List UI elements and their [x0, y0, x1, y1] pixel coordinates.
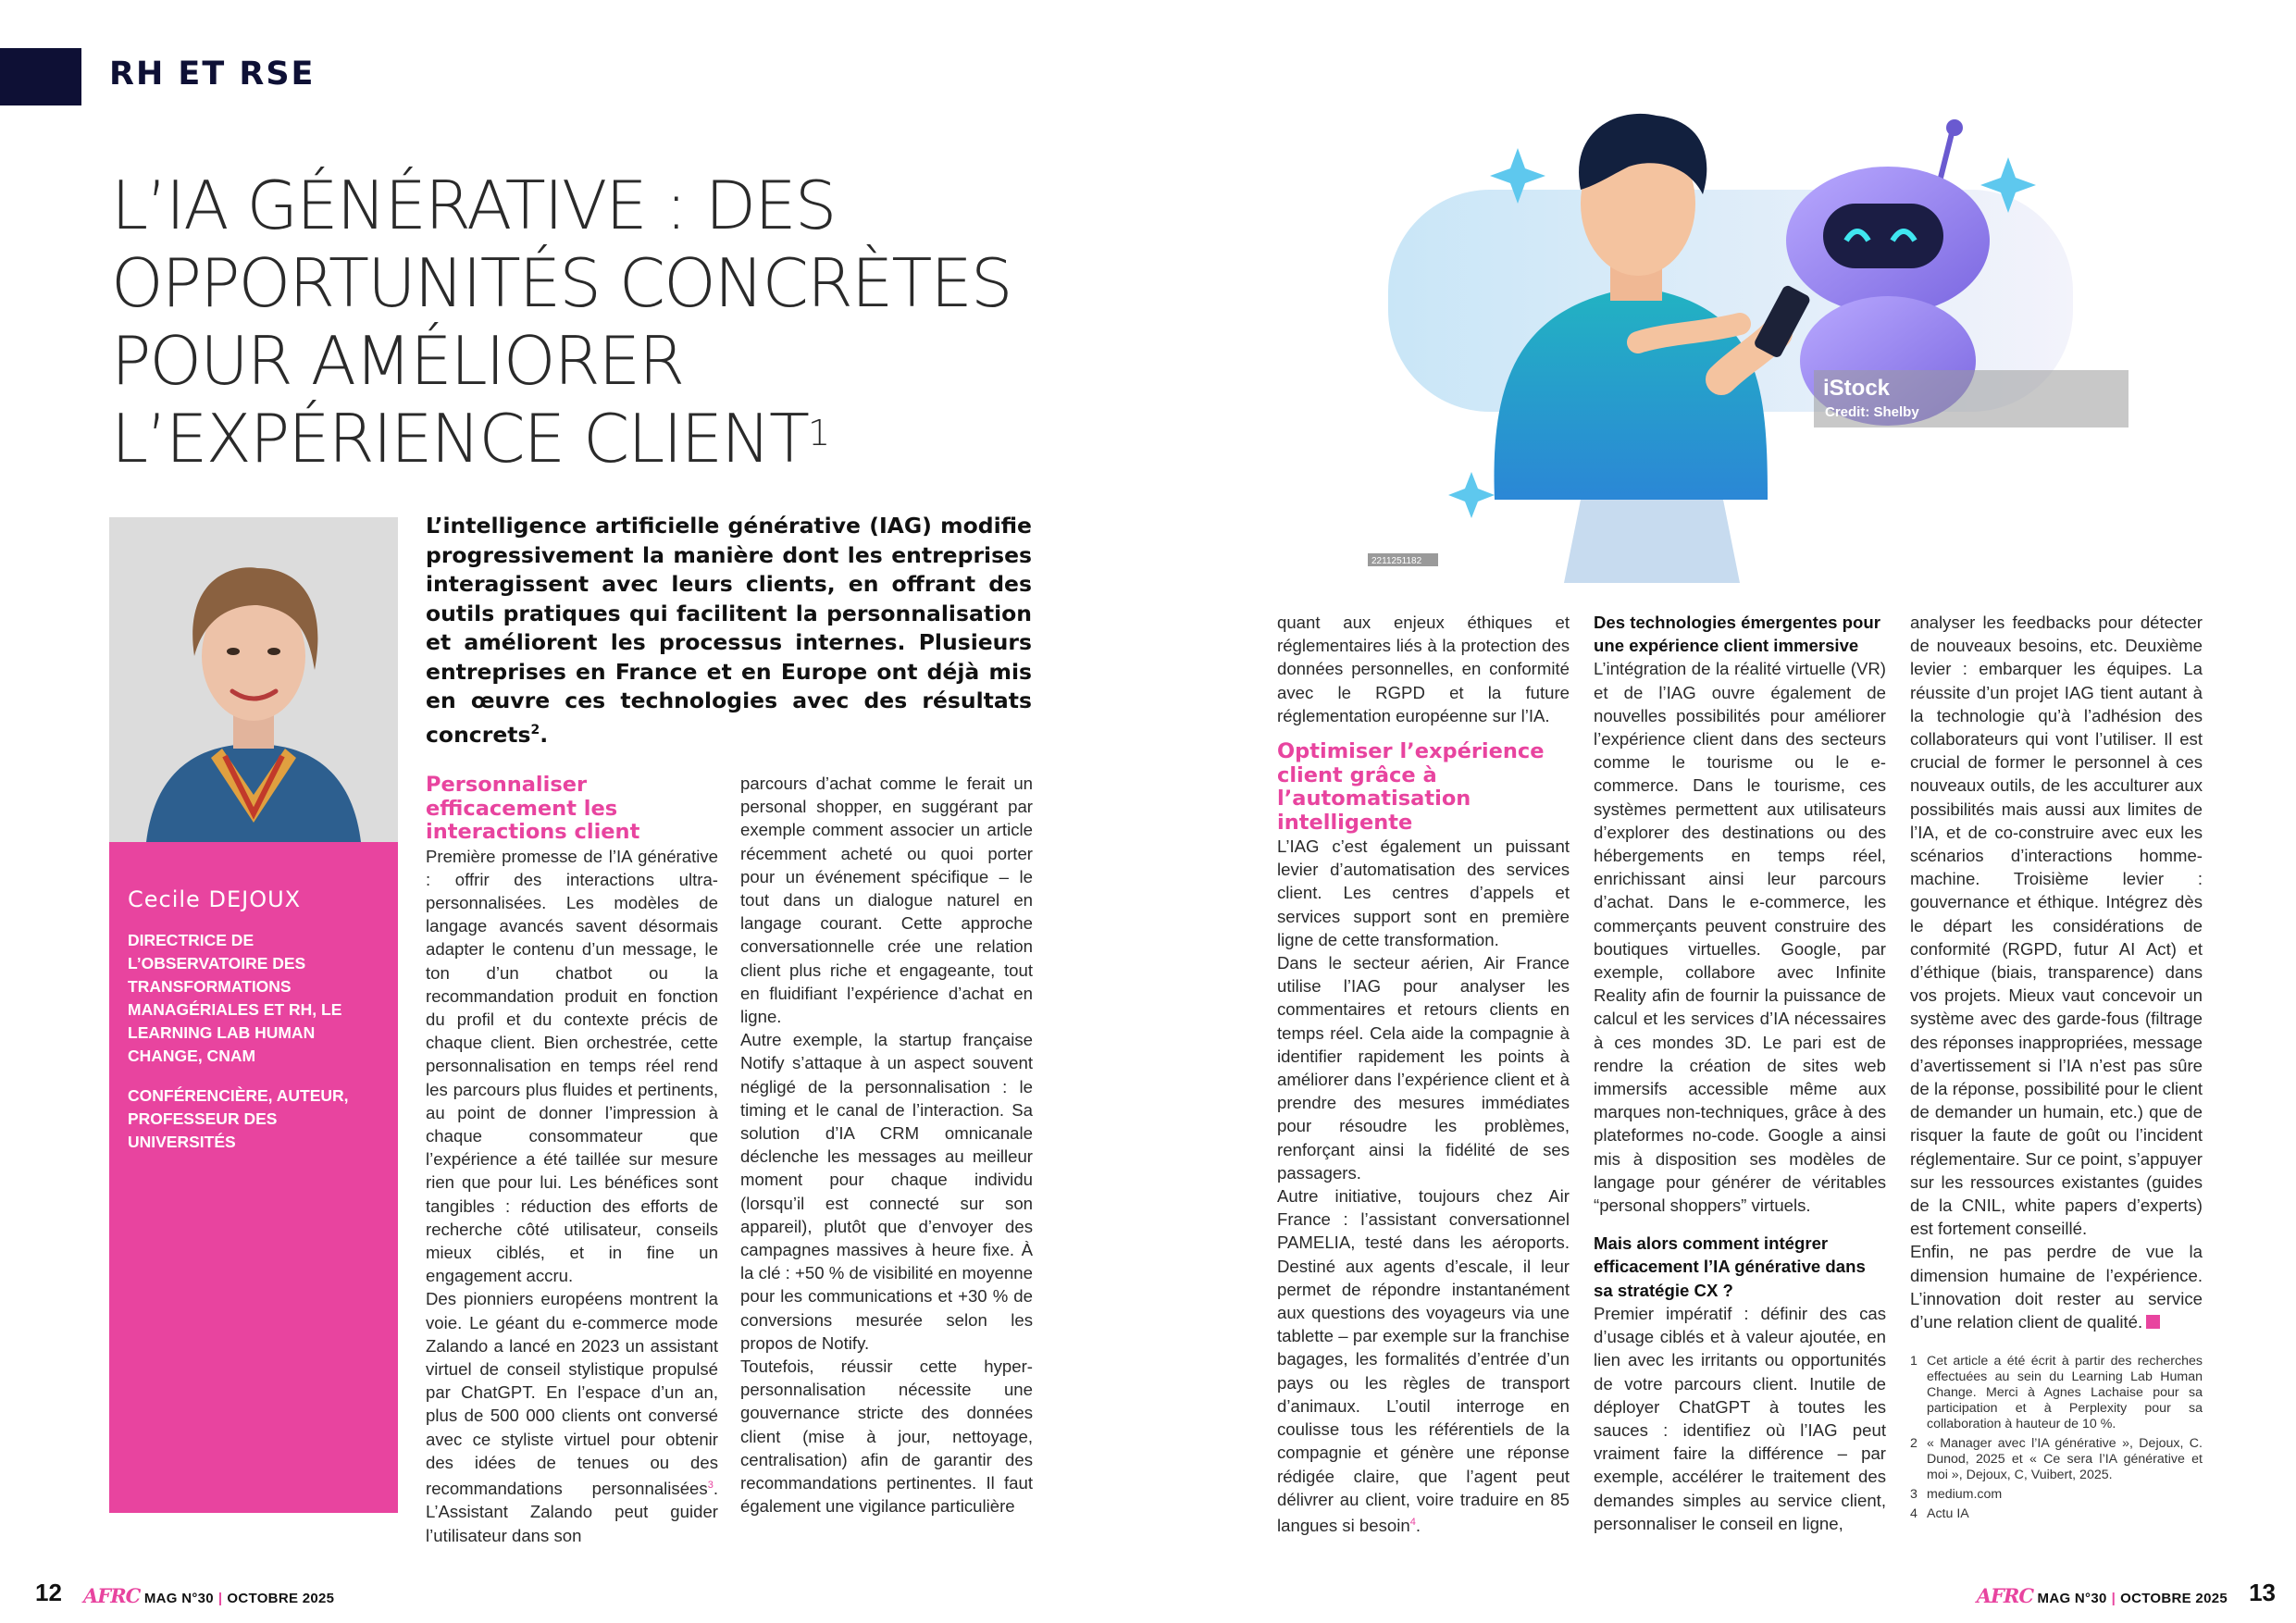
footnote-ref: 3 — [707, 1479, 714, 1491]
section-heading: Personnaliser efficacement les interactions client — [426, 773, 640, 844]
section-heading: Mais alors comment intégrer efficacement l’IA générative dans sa stratégie CX ? — [1594, 1233, 1866, 1300]
lead-text: L’intelligence artificielle générative (IAG) modifie progressivement la manière dont les entreprises interagissent avec leurs clients, en offrant des outils pratiques qui facilitent la personnalisation et améliorent les processus internes. Plusieurs entreprises en France et en Europe ont déjà mis en œuvre ces technologies avec des résultats concrets — [426, 513, 1032, 748]
footnote — [1910, 1436, 2203, 1483]
paragraph-text: Enfin, ne pas perdre de vue la dimension humaine de l’expérience. L’innovation doit rester au service d’une relation client de qualité. — [1910, 1242, 2203, 1332]
footnote-text: medium.com — [1927, 1487, 2003, 1503]
issue-date: OCTOBRE 2025 — [227, 1591, 335, 1606]
folio-separator: | — [2111, 1591, 2116, 1606]
magazine-issue: MAG N°30 — [2037, 1591, 2107, 1606]
footnote-ref: 4 — [1409, 1516, 1416, 1528]
footnote-text: Cet article a été écrit à partir des recherches effectuées au sein du Learning Lab Human Change. Merci à Agnes Lachaise pour sa participation et à Perplexity pour sa collaboration à hauteur de 10 %. — [1927, 1354, 2203, 1432]
paragraph: Première promesse de l’IA générative : offrir des interactions ultra-personnalisées. Les modèles de langage avancés savent désormais adapter le contenu d’un message, le ton d’un chatbot ou la recommandation produit en fonction du profil et du contexte précis de chaque client. Bien orchestrée, cette personnalisation en temps réel rend les parcours plus fluides et pertinents, au point de donner l’impression à chaque consommateur que l’expérience a été taillée sur mesure rien que pour lui. Les bénéfices sont tangibles : réduction des efforts de recherche côté utilisateur, conseils mieux ciblés, et in fine un engagement accru. — [426, 846, 718, 1286]
folio-separator: | — [217, 1591, 223, 1606]
title-line: OPPORTUNITÉS CONCRÈTES — [111, 244, 1011, 322]
title-footnote-ref: 1 — [807, 413, 829, 453]
author-role: DIRECTRICE DE L’OBSERVATOIRE DES TRANSFORMATIONS MANAGÉRIALES ET RH, LE LEARNING LAB HUMAN CHANGE, CNAM — [128, 931, 342, 1065]
magazine-logo: AFRC — [1976, 1584, 2034, 1607]
section-heading: Optimiser l’expérience client grâce à l’automatisation intelligente — [1277, 739, 1545, 835]
paragraph: Toutefois, réussir cette hyper-personnalisation nécessite une gouvernance stricte des données client (mise à jour, nettoyage, centralisation) afin de garantir des recommandations pertinentes. Il faut également une vigilance particulière — [740, 1357, 1033, 1517]
column-1 — [426, 774, 718, 1547]
paragraph: L’IAG c’est également un puissant levier d’automatisation des services client. Les centres d’appels et services support sont en première ligne de cette transformation. — [1277, 836, 1570, 949]
section-heading: Des technologies émergentes pour une expérience client immersive — [1594, 613, 1880, 656]
author-name — [128, 886, 379, 912]
robot-visor — [1823, 204, 1943, 268]
title-line: L’IA GÉNÉRATIVE : DES — [111, 167, 836, 244]
lead-end: . — [540, 721, 549, 748]
magazine-logo: AFRC — [83, 1584, 141, 1607]
page-number-right: 13 — [2249, 1579, 2276, 1606]
rubric-label: RH ET RSE — [109, 56, 316, 93]
illustration — [1333, 102, 2166, 583]
paragraph: quant aux enjeux éthiques et réglementaires liés à la protection des données personnelles, en conformité avec le RGPD et la future réglementation européenne sur l’IA. — [1277, 613, 1570, 725]
footnote-number: 4 — [1910, 1506, 1917, 1522]
paragraph-text: Autre initiative, toujours chez Air France : l’assistant conversationnel PAMELIA, testé dans les aéroports. Destiné aux agents d’escale, il leur permet de répondre instantanément aux questions des voyageurs via une tablette – par exemple sur la franchise bagages, les formalités d’entrée d’un pays ou les règles de transport d’animaux. L’outil interroge en coulisse tous les référentiels de la compagnie et génère une réponse rédigée claire, que l’agent peut délivrer au client, voire traduire en 85 langues si besoin — [1277, 1186, 1570, 1536]
robot-antenna-tip — [1946, 119, 1963, 136]
footnote — [1910, 1487, 2203, 1503]
author-role-secondary: CONFÉRENCIÈRE, AUTEUR, PROFESSEUR DES UNIVERSITÉS — [128, 1086, 349, 1151]
footnotes — [1910, 1354, 2203, 1522]
footnote-text: « Manager avec l’IA générative », Dejoux, C. Dunod, 2025 et « Ce sera l’IA générative et moi », Dejoux, C, Vuibert, 2025. — [1927, 1436, 2203, 1483]
footnote-number: 1 — [1910, 1354, 1917, 1369]
istock-watermark: iStock — [1823, 376, 1891, 401]
title-line: POUR AMÉLIORER — [111, 322, 684, 400]
article-title — [111, 167, 1018, 477]
title-line — [111, 400, 1018, 477]
paragraph: analyser les feedbacks pour détecter de nouveaux besoins, etc. Deuxième levier : embarquer les équipes. La réussite d’un projet IAG tient autant à la technologie qu’à l’adhésion des collaborateurs qui vont l’utiliser. Il est crucial de former le personnel à ces nouveaux outils, de les acculturer aux possibilités mais aussi aux limites de l’IA, et de co-construire avec eux les scénarios d’interactions homme-machine. Troisième levier : gouvernance et éthique. Intégrez dès le départ les considérations de conformité (RGPD, futur AI Act) et d’éthique (biais, transparence) dans vos projets. Mieux vaut concevoir un système avec des garde-fous (filtrage des réponses inappropriées, message d’avertissement si l’IA n’est pas sûre de la réponse, possibilité pour le client de demander un humain, etc.) que de risquer la faute de goût ou l’incident réglementaire. Sur ce point, s’appuyer sur les ressources existantes (guides de la CNIL, white papers d’experts) est fortement conseillé. — [1910, 613, 2203, 1239]
author-last-name: DEJOUX — [208, 886, 302, 912]
column-3 — [1277, 611, 1570, 1537]
end-of-article-mark — [2146, 1315, 2160, 1329]
folio-right — [1977, 1584, 2228, 1607]
paragraph-text: Des pionniers européens montrent la voie. Le géant du e-commerce mode Zalando a lancé en 2023 un assistant virtuel de conseil stylistique propulsé par ChatGPT. En l’espace d’un an, plus de 500 000 clients ont conversé avec ce styliste virtuel pour obtenir des idées de tenues ou des recommandations personnalisées — [426, 1289, 718, 1499]
lead-footnote-ref: 2 — [530, 722, 540, 737]
paragraph: Dans le secteur aérien, Air France utilise l’IAG pour analyser les commentaires et retours clients en temps réel. Cela aide la compagnie à identifier rapidement les points à améliorer dans l’expérience client et à prendre des mesures immédiates pour résoudre les problèmes, renforçant ainsi la fidélité de ses passagers. — [1277, 953, 1570, 1183]
footnote — [1910, 1354, 2203, 1432]
footnote-number: 3 — [1910, 1487, 1917, 1503]
folio-left — [83, 1584, 334, 1607]
robot-antenna — [1939, 130, 1953, 185]
author-first-name: Cecile — [128, 886, 201, 912]
paragraph: parcours d’achat comme le ferait un personal shopper, en suggérant par exemple comment associer un article récemment acheté ou quoi porter pour un événement spécifique – le tout dans un dialogue naturel en langage courant. Cette approche conversationnelle crée une relation client plus riche et engageante, tout en fluidifiant l’expérience d’achat en ligne. — [740, 774, 1033, 1027]
author-bio — [109, 842, 398, 1513]
man-legs — [1564, 490, 1740, 583]
lead-paragraph — [426, 512, 1032, 750]
paragraph: Autre exemple, la startup française Notify s’attaque à un aspect souvent négligé de la personnalisation : le timing et le canal de l’interaction. Sa solution d’IA CRM omnicanale déclenche les messages au meilleur moment pour chaque individu (lorsqu’il est connecté sur son appareil), plutôt que d’envoyer des campagnes massives à heure fixe. À la clé : +50 % de visibilité en moyenne pour les communications et +30 % de conversions mesurée selon les propos de Notify. — [740, 1030, 1033, 1353]
paragraph — [1910, 1240, 2203, 1333]
column-2 — [740, 772, 1033, 1518]
paragraph: Premier impératif : définir des cas d’usage ciblés et à valeur ajoutée, en lien avec les irritants ou opportunités de votre parcours client. Inutile de déployer ChatGPT à toutes les sauces : identifiez où l’IAG peut vraiment faire la différence – par exemple, accélérer le traitement des demandes simples au service client, personnaliser le conseil en ligne, — [1594, 1303, 1886, 1533]
sparkle-icon — [1448, 472, 1495, 518]
title-line-text: L’EXPÉRIENCE CLIENT — [111, 400, 808, 477]
page-number-left: 12 — [35, 1579, 62, 1606]
issue-date: OCTOBRE 2025 — [2120, 1591, 2228, 1606]
column-4 — [1594, 611, 1886, 1535]
paragraph-end: . — [1415, 1516, 1421, 1536]
rubric-bar — [0, 48, 81, 105]
magazine-issue: MAG N°30 — [143, 1591, 214, 1606]
footnote-text: Actu IA — [1927, 1506, 1969, 1522]
stock-id: 2211251182 — [1371, 556, 1422, 566]
footnote-number: 2 — [1910, 1436, 1917, 1452]
paragraph-text: . L’Assistant Zalando peut guider l’utilisateur dans son — [426, 1479, 718, 1545]
paragraph: L’intégration de la réalité virtuelle (VR) et de l’IAG ouvre également de nouvelles possibilités pour améliorer l’expérience client dans des secteurs comme le tourisme ou le e-commerce. Dans le tourisme, ces systèmes permettent aux utilisateurs d’explorer des destinations ou des hébergements en temps réel, enrichissant ainsi leur parcours d’achat. Dans le e-commerce, les commerçants peuvent construire des boutiques virtuelles. Google, par exemple, collabore avec Infinite Reality afin de fournir la puissance de calcul et les services d’IA nécessaires à ces mondes 3D. Le pari est de rendre la création de sites web immersifs accessible même aux marques non-techniques, grâce à des plateformes no-code. Google a ainsi mis à disposition ses modèles de langage pour générer de véritables “personal shoppers” virtuels. — [1594, 659, 1886, 1216]
column-5 — [1910, 611, 2203, 1526]
image-credit: Credit: Shelby — [1825, 404, 1919, 420]
paragraph — [1277, 1184, 1570, 1537]
paragraph — [426, 1287, 718, 1546]
footnote — [1910, 1506, 2203, 1522]
author-photo — [109, 517, 398, 842]
